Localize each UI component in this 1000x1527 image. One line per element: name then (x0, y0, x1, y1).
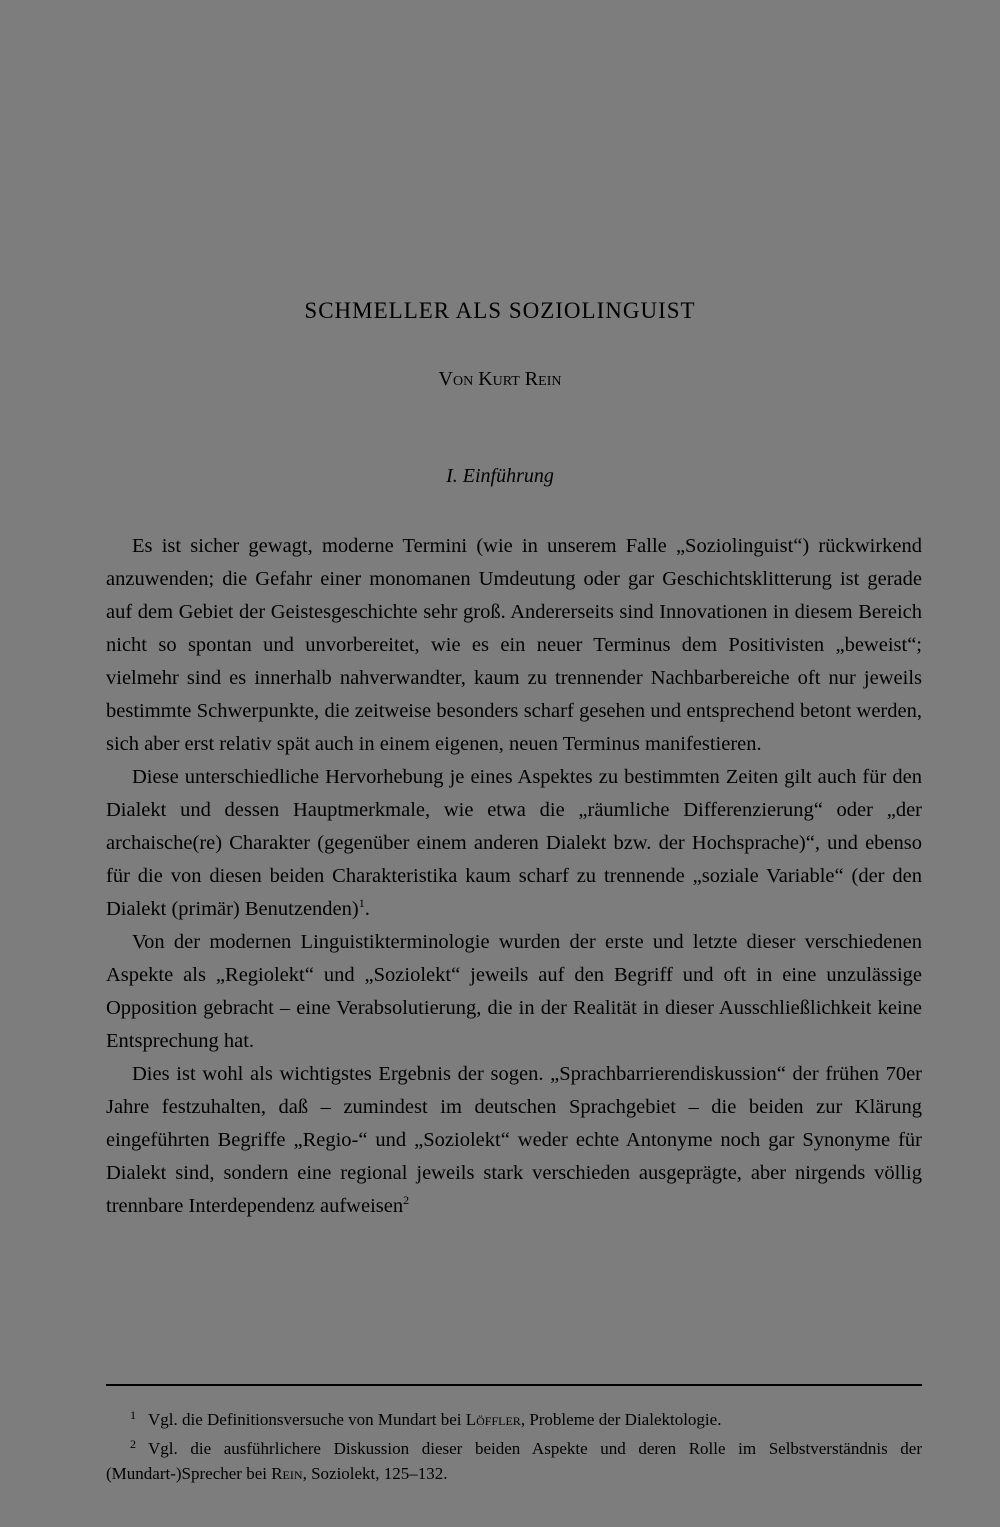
paragraph-2 (106, 761, 922, 926)
footnote-2-post: , Soziolekt, 125–132. (302, 1464, 448, 1483)
footnote-2-author: Rein (271, 1464, 303, 1483)
paragraph-2-tail: . (364, 898, 370, 920)
footnote-1-number: 1 (130, 1408, 136, 1422)
footnote-1-author: Löffler (465, 1410, 521, 1429)
article-title: SCHMELLER ALS SOZIOLINGUIST (304, 298, 696, 323)
footnote-1-post: , Probleme der Dialektologie. (520, 1410, 722, 1429)
paragraph-4 (106, 1058, 922, 1223)
paragraph-3-text: Von der modernen Linguistikterminologie wurden der erste und letzte dieser verschiedenen Aspekte als „Regiolekt“ und „Soziolekt“ jeweils auf den Begriff und oft in eine unzulässige Opposition gebracht – eine Verabsolutierung, die in der Realität in dieser Ausschließlichkeit keine Entsprechung hat. (106, 931, 922, 1052)
footnote-2 (106, 1432, 922, 1486)
section-heading: I. Einführung (446, 465, 554, 487)
footnote-1-pre: Vgl. die Definitionsversuche von Mundart bei (148, 1410, 466, 1429)
body-text (106, 530, 922, 1223)
paragraph-1-text: Es ist sicher gewagt, moderne Termini (wie in unserem Falle „Soziolinguist“) rückwirkend anzuwenden; die Gefahr einer monomanen Umdeutung oder gar Geschichtsklitterung ist gerade auf dem Gebiet der Geistesgeschichte sehr groß. Andererseits sind Innovationen in diesem Bereich nicht so spontan und unvorbereitet, wie es ein neuer Terminus dem Positivisten „beweist“; vielmehr sind es innerhalb nahverwandter, kaum zu trennender Nachbarbereiche oft nur jeweils bestimmte Schwerpunkte, die zeitweise besonders scharf gesehen und entsprechend betont werden, sich aber erst relativ spät auch in einem eigenen, neuen Terminus manifestieren. (106, 535, 922, 755)
article-author: Von Kurt Rein (438, 368, 562, 390)
footnote-1 (106, 1403, 922, 1432)
footnote-2-pre: Vgl. die ausführlichere Diskussion dieser beiden Aspekte und deren Rolle im Selbstverständnis der (Mundart-)Sprecher bei (106, 1439, 922, 1483)
paragraph-1 (106, 530, 922, 761)
paragraph-2-text: Diese unterschiedliche Hervorhebung je eines Aspektes zu bestimmten Zeiten gilt auch für den Dialekt und dessen Hauptmerkmale, wie etwa die „räumliche Differenzierung“ oder „der archaische(re) Charakter (gegenüber einem anderen Dialekt bzw. der Hochsprache)“, und ebenso für die von diesen beiden Charakteristika kaum scharf zu trennende „soziale Variable“ (der den Dialekt (primär) Benutzenden) (106, 766, 922, 920)
paragraph-3 (106, 926, 922, 1058)
footnote-divider (106, 1384, 922, 1386)
footnote-ref-2[interactable]: 2 (403, 1193, 410, 1207)
footnote-2-number: 2 (130, 1437, 136, 1451)
footnotes (106, 1403, 922, 1486)
footnote-ref-1[interactable]: 1 (358, 896, 365, 910)
paragraph-4-text: Dies ist wohl als wichtigstes Ergebnis der sogen. „Sprachbarrierendiskussion“ der frühen 70er Jahre festzuhalten, daß – zumindest im deutschen Sprachgebiet – die beiden zur Klärung eingeführten Begriffe „Regio-“ und „Soziolekt“ weder echte Antonyme noch gar Synonyme für Dialekt sind, sondern eine regional jeweils stark verschieden ausgeprägte, aber nirgends völlig trennbare Interdependenz aufweisen (106, 1063, 922, 1217)
